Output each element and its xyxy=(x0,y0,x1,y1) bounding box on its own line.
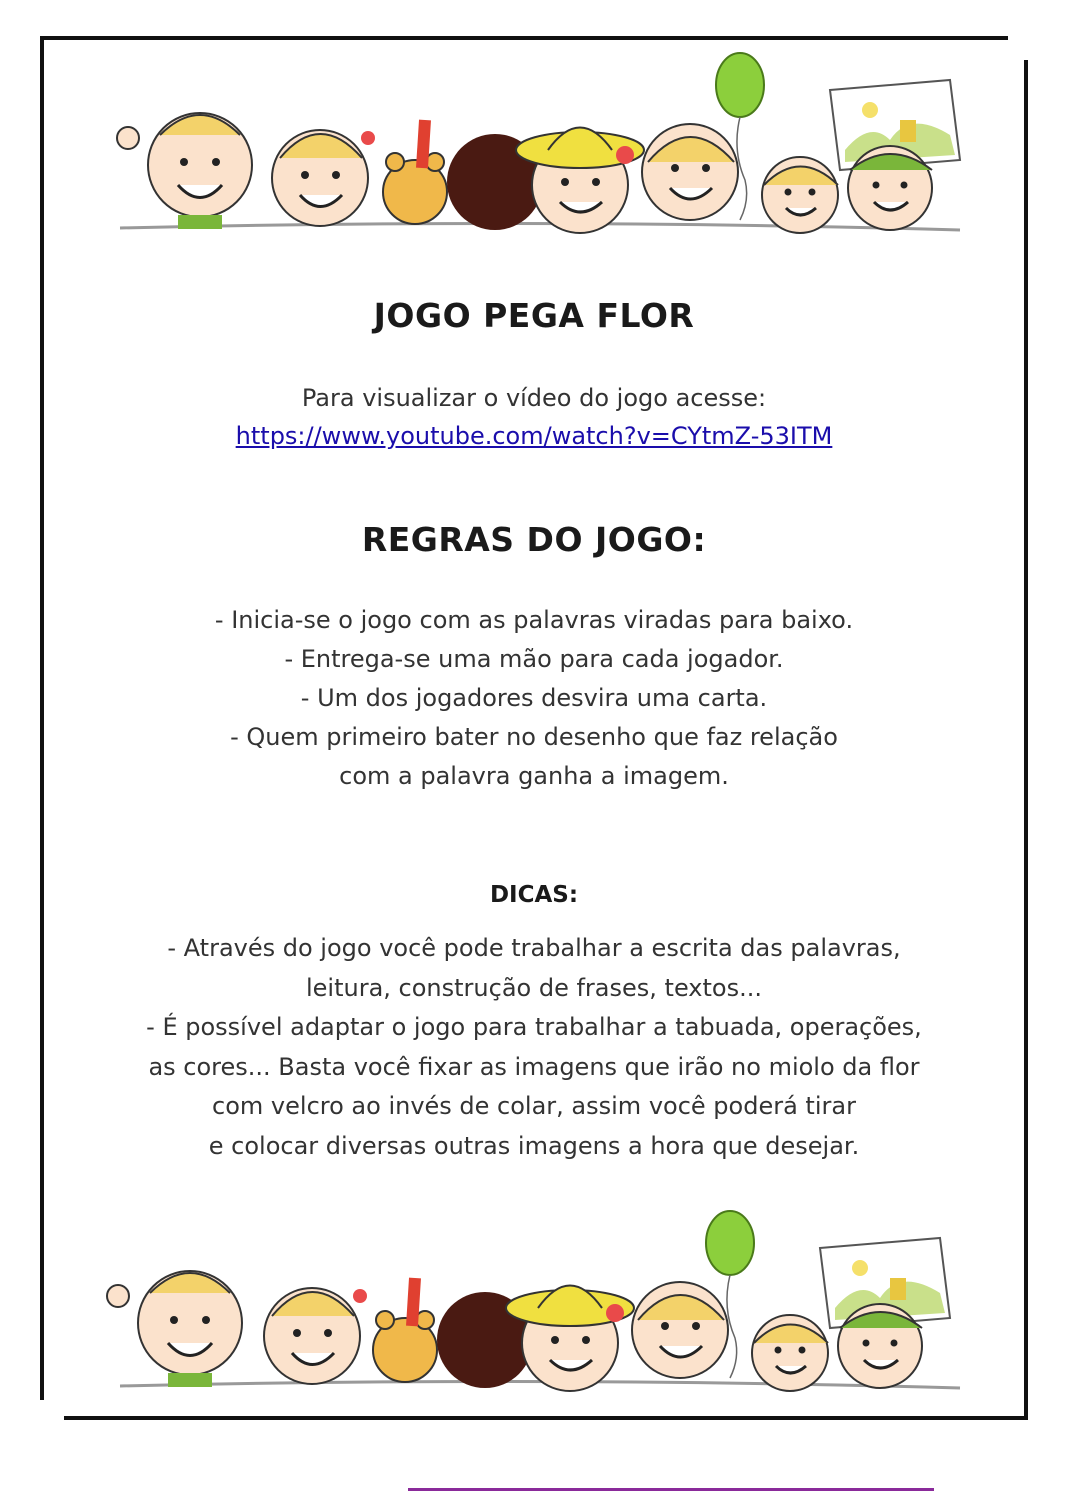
video-intro-text: Para visualizar o vídeo do jogo acesse: xyxy=(301,384,767,412)
page-title: JOGO PEGA FLOR xyxy=(373,296,695,335)
rule-line: com a palavra ganha a imagem. xyxy=(339,762,729,790)
tip-line: leitura, construção de frases, textos... xyxy=(306,974,762,1002)
tip-line: com velcro ao invés de colar, assim você poderá tirar xyxy=(212,1092,856,1120)
video-link[interactable]: https://www.youtube.com/watch?v=CYtmZ-53ITM xyxy=(235,422,833,450)
tip-line: e colocar diversas outras imagens a hora que desejar. xyxy=(208,1132,860,1160)
tip-line: as cores... Basta você fixar as imagens que irão no miolo da flor xyxy=(148,1053,920,1081)
kids-drawing xyxy=(107,1211,960,1391)
tip-line: - Através do jogo você pode trabalhar a escrita das palavras, xyxy=(167,934,901,962)
rule-line: - Um dos jogadores desvira uma carta. xyxy=(300,684,768,712)
rule-line: - Quem primeiro bater no desenho que faz relação xyxy=(230,723,838,751)
rule-line: - Inicia-se o jogo com as palavras viradas para baixo. xyxy=(214,606,854,634)
footer-children-illustration xyxy=(100,1208,980,1408)
kids-drawing xyxy=(117,53,960,233)
tips-heading: DICAS: xyxy=(489,882,579,908)
tip-line: - É possível adaptar o jogo para trabalhar a tabuada, operações, xyxy=(146,1013,922,1041)
rules-heading: REGRAS DO JOGO: xyxy=(361,520,707,559)
header-children-illustration xyxy=(100,50,980,250)
footer-line xyxy=(408,1488,934,1491)
page-border-top xyxy=(40,36,1008,40)
page-border-right xyxy=(1024,60,1028,1420)
rule-line: - Entrega-se uma mão para cada jogador. xyxy=(284,645,784,673)
page-border-left xyxy=(40,36,44,1400)
page-border-bottom xyxy=(64,1416,1028,1420)
